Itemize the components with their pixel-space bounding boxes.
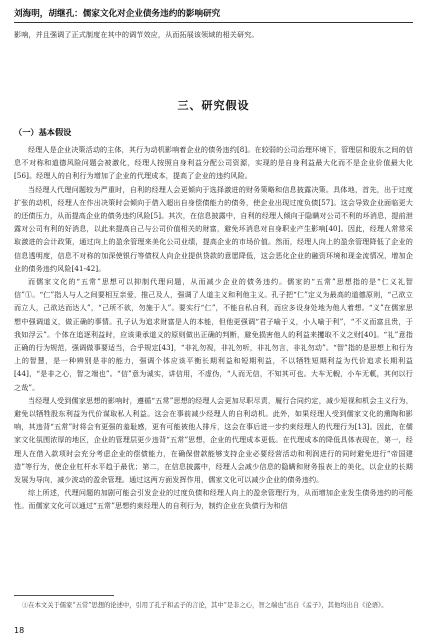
- footnote: ①在本文关于儒家“五常”思想的论述中，引用了孔子和孟子的言论，其中“是非之心，智之端也”出自《孟子》，其他均出自《论语》。: [22, 602, 388, 609]
- main-body: [14, 143, 413, 513]
- paragraph-2: 当经理人代理问题较为严重时，自利的经理人会更倾向于选择激进的财务策略和信息披露决策。具体地，首先，出于过度扩张的动机，经理人在作出决策时会倾向于借入超出自身偿债能力的债务，使企业出现过度负债[57]。这会导致企业面临更大的还债压力，从而提高企业的债务违约风险[5]。其次，在信息披露中，自利的经理人倾向于隐瞒对公司不利的坏消息，提前泄露对公司有利的好消息，以此来提高自己与公司价值相关的财富，避免坏消息对自身职业产生影响[40]。因此，经理人常常采取激进的会计政策，通过向上的盈余管理来美化公司业绩，提高企业的市场价值。然而，经理人向上的盈余管理降低了企业的信息透明度，信息不对称的加深使银行等债权人向企业提供贷款的意愿降低，这会恶化企业的融资环境和现金流情况，增加企业的债务违约风险[41-42]。: [14, 184, 413, 273]
- header-rule: [14, 22, 413, 23]
- running-header: 刘海明，胡继孔：儒家文化对企业债务违约的影响研究: [14, 9, 221, 19]
- intro-paragraph: 影响，并且强调了正式制度在其中的调节效应，从而拓展该领域的相关研究。: [14, 30, 259, 39]
- paragraph-5: 综上所述，代理问题的加剧可能会引发企业的过度负债和经理人向上的盈余管理行为，从而增加企业发生债务违约的可能性。而儒家文化可以通过“五常”思想约束经理人的自利行为，制约企业在负债行为和信: [14, 488, 413, 511]
- section-title: 三、研究假设: [177, 99, 250, 112]
- paragraph-1: 经理人是企业决策活动的主体，其行为动机影响着企业的债务违约[8]。在较弱的公司治理环境下，管理层和股东之间的信息不对称和道德风险问题会被激化，经理人按照自身利益分配公司资源，实现的是自身利益最大化而不是企业价值最大化[56]。经理人的自利行为增加了企业的代理成本，提高了企业的违约风险。: [14, 145, 413, 181]
- footnote-rule: [14, 595, 114, 596]
- intro-text: [14, 28, 413, 41]
- subsection-title: （一）基本假设: [14, 127, 72, 137]
- paragraph-3: 而儒家文化的“五常”思想可以抑制代理问题，从而减少企业的债务违约。儒家的“五常”思想指的是“仁义礼智信”①。“仁”指人与人之间要相互亲爱，推己及人，强调了人道主义和利他主义。孔子把“仁”定义为最高的道德原则，“己欲立而立人，己欲达而达人”，“己所不欲，勿施于人”。要实行“仁”，不能自私自利，而应多设身处地为他人着想。“义”在儒家思想中强调道义，做正确的事情。孔子认为追求财富是人的本能，但他更强调“君子喻于义，小人喻于利”，“不义而富且贵，于我如浮云”。个体在追逐利益时，应该秉承道义的原则做出正确的判断，避免损害他人的利益来攫取不义之财[40]。“礼”意指正确的行为规范，强调做事要适当，合乎规定[43]，“非礼勿视，非礼勿听，非礼勿言，非礼勿动”。“智”指的是思想上和行为上的智慧，是一种辨别是非的能力，强调个体应该平衡长期利益和短期利益，不以牺牲短期利益为代价追求长期利益[44]，“是非之心，智之端也”。“信”意为诚实，讲信用，不虚伪，“人而无信，不知其可也。大车无輗，小车无軏，其何以行之哉”。: [14, 277, 413, 392]
- paragraph-4: 当经理人受到儒家思想的影响时，遵循“五常”思想的经理人会更加尽职尽责，履行合同约定，减少短视和机会主义行为，避免以牺牲股东利益为代价谋取私人利益。这会在事前减少经理人的自利动机。此外，如果经理人受到儒家文化的熏陶和影响，其违背“五常”时将会有更强的羞耻感，更有可能被他人排斥，这会在事后进一步约束经理人的代理行为[13]。因此，在儒家文化氛围浓厚的地区，企业的管理层更少违背“五常”思想，企业的代理成本更低。在代理成本的降低具体表现在，第一，经理人在借入款项时会充分考虑企业的偿债能力，在确保借款能够支持企业必要经营活动和利润进行的同时避免进行“帝国建造”等行为，使企业杠杆水平趋于最优；第二，在信息披露中，经理人会减少信息的隐瞒和财务报表上的美化，以企业的长期发展为导向，减少波动的盈余管理。通过这两方面发挥作用，儒家文化可以减少企业的债务违约。: [14, 395, 413, 485]
- page-number: 18: [14, 626, 25, 635]
